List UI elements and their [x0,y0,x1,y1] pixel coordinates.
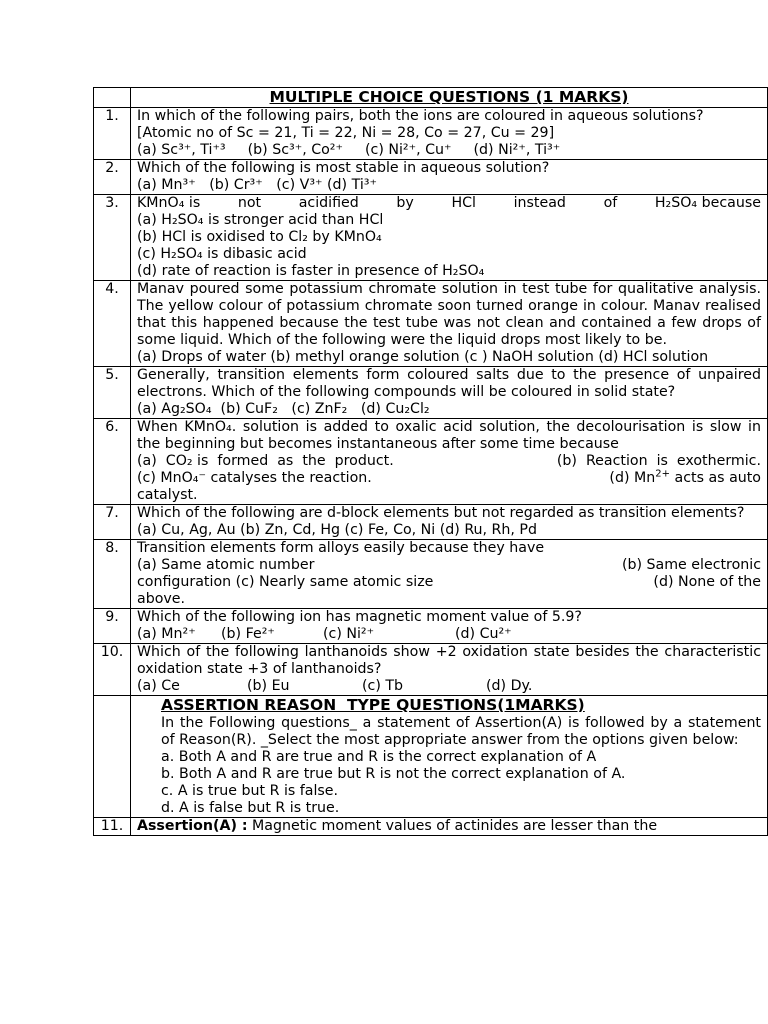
question-text: Generally, transition elements form coloured salts due to the presence of unpaired electrons. Which of the following compounds will be coloured in solid state? [137,367,761,400]
options-line [137,557,761,574]
option-b: (b) Same electronic [621,557,761,573]
question-text: Manav poured some potassium chromate solution in test tube for qualitative analysis. The yellow colour of potassium chromate soon turned orange in colour. Manav realised that this happened because the test tube was not clean and contained a few drops of some liquid. Which of the following were the liquid drops most likely to be. [137,281,761,348]
question-row-6 [94,419,768,505]
question-row-9 [94,609,768,644]
question-body [131,281,768,367]
question-row-3 [94,195,768,281]
question-row-8 [94,540,768,609]
answer-key-a: a. Both A and R are true and R is the correct explanation of A [161,749,597,765]
option-d: (d) Dy. [486,678,533,694]
question-note: [Atomic no of Sc = 21, Ti = 22, Ni = 28, Co = 27, Cu = 29] [137,125,555,141]
option-c: (c) Ni²⁺, Cu⁺ [364,142,452,158]
question-body [131,609,768,644]
option-c: (c) Tb [362,678,404,694]
word: of [603,195,618,211]
option-c: configuration (c) Nearly same atomic size [137,574,434,590]
question-number: 10. [94,644,131,696]
assertion-line [137,818,767,835]
options-line: (a) Mn³⁺ (b) Cr³⁺ (c) V³⁺ (d) Ti³⁺ [137,177,377,193]
option-d: (d) Ni²⁺, Ti³⁺ [473,142,561,158]
question-body [131,505,768,540]
question-number: 8. [94,540,131,609]
question-number: 5. [94,367,131,419]
option-a: (a) CO₂ is formed as the product. [137,453,394,469]
option-c: (c) H₂SO₄ is dibasic acid [137,246,307,262]
option-c: (c) MnO₄⁻ catalyses the reaction. [137,470,372,486]
question-row-7 [94,505,768,540]
option-b: (b) Reaction is exothermic. [556,453,761,469]
answer-key-b: b. Both A and R are true but R is not the correct explanation of A. [161,766,626,782]
question-text: When KMnO₄. solution is added to oxalic acid solution, the decolourisation is slow in the beginning but becomes instantaneous after some time because [137,419,761,452]
option-b: (b) Sc³⁺, Co²⁺ [247,142,343,158]
option-d-start: (d) $Mn^{2+}$ acts as auto [609,468,761,486]
question-body [131,108,768,160]
instructions-text: In the Following questions_ a statement of Assertion(A) is followed by a statement of Reason(R). _Select the most appropriate answer from the options given below: [161,715,761,748]
options-line [137,574,761,591]
header-cell [131,88,768,108]
question-number: 1. [94,108,131,160]
question-text: Which of the following lanthanoids show +2 oxidation state besides the characteristic oxidation state +3 of lanthanoids? [137,644,761,677]
option-c: (c) Ni²⁺ [323,626,375,642]
option-b: (b) HCl is oxidised to Cl₂ by KMnO₄ [137,229,382,245]
question-number: 2. [94,160,131,195]
question-body [131,540,768,609]
question-text: Which of the following ion has magnetic moment value of 5.9? [137,609,582,625]
question-number: 7. [94,505,131,540]
option-a: (a) Sc³⁺, Ti⁺³ [137,142,226,158]
question-text [137,195,761,212]
options-line: (a) Drops of water (b) methyl orange solution (c ) NaOH solution (d) HCl solution [137,349,709,365]
assertion-label: Assertion(A) : [137,818,248,834]
option-d: (d) None of the [653,574,761,590]
question-number: 3. [94,195,131,281]
question-row-4 [94,281,768,367]
assertion-reason-section [94,696,768,818]
question-row-11 [94,818,768,836]
question-body [131,195,768,281]
answer-key-c: c. A is true but R is false. [161,783,339,799]
question-row-2 [94,160,768,195]
question-body [131,818,768,836]
option-b: (b) Eu [247,678,290,694]
word: acidified [298,195,359,211]
option-a: (a) H₂SO₄ is stronger acid than HCl [137,212,384,228]
options-line [137,678,761,695]
table-header-row [94,88,768,108]
question-text: Transition elements form alloys easily because they have [137,540,545,556]
option-a: (a) Same atomic number [137,557,315,573]
questions-table [93,87,768,836]
question-body [131,160,768,195]
options-line: (a) Ag₂SO₄ (b) CuF₂ (c) ZnF₂ (d) Cu₂Cl₂ [137,401,430,417]
options-line: above. [137,591,186,607]
question-number: 4. [94,281,131,367]
question-number: 6. [94,419,131,505]
section-num-cell [94,696,131,818]
question-body [131,644,768,696]
section-heading: MULTIPLE CHOICE QUESTIONS (1 MARKS) [269,88,629,106]
question-body [131,419,768,505]
option-d: (d) rate of reaction is faster in presence of H₂SO₄ [137,263,485,279]
question-text: In which of the following pairs, both the ions are coloured in aqueous solutions? [137,108,704,124]
word: H₂SO₄ because [654,195,761,211]
word: by [396,195,414,211]
option-d-end: catalyst. [137,487,198,503]
question-text: Which of the following is most stable in aqueous solution? [137,160,550,176]
option-a: (a) Ce [137,678,180,694]
question-number: 11. [94,818,131,836]
question-row-1 [94,108,768,160]
word: KMnO₄ is [137,195,201,211]
question-body [131,367,768,419]
question-row-5 [94,367,768,419]
assertion-reason-heading: ASSERTION REASON TYPE QUESTIONS(1MARKS) [161,696,585,714]
question-row-10 [94,644,768,696]
assertion-text: Magnetic moment values of actinides are lesser than the [247,818,658,834]
option-b: (b) Fe²⁺ [221,626,275,642]
options-line [137,626,767,643]
options-line: (a) Cu, Ag, Au (b) Zn, Cd, Hg (c) Fe, Co, Ni (d) Ru, Rh, Pd [137,522,537,538]
word: not [237,195,262,211]
options-line [137,470,761,487]
options-line [137,142,767,159]
option-d: (d) Cu²⁺ [455,626,512,642]
word: instead [513,195,566,211]
word: HCl [451,195,476,211]
header-num-cell [94,88,131,108]
answer-key-d: d. A is false but R is true. [161,800,340,816]
question-number: 9. [94,609,131,644]
assertion-reason-body [131,696,768,818]
option-a: (a) Mn²⁺ [137,626,196,642]
question-text: Which of the following are d-block elements but not regarded as transition elements? [137,505,745,521]
